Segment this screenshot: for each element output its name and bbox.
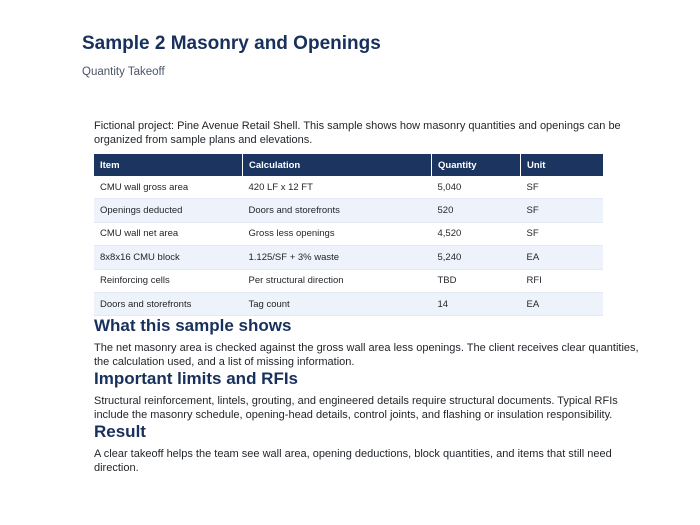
cell-unit: SF [521,176,604,199]
cell-unit: RFI [521,269,604,292]
section-body-what-this-sample-shows: The net masonry area is checked against the gross wall area less openings. The client receives clear quantities, the calculation used, and a list of missing information. [94,342,639,369]
section-heading-important-limits: Important limits and RFIs [94,369,299,389]
cell-calculation: Doors and storefronts [243,199,432,222]
section-body-result: A clear takeoff helps the team see wall area, opening deductions, block quantities, and items that still need direction. [94,448,612,475]
cell-quantity: 14 [432,292,521,315]
cell-item: Openings deducted [94,199,243,222]
cell-calculation: 420 LF x 12 FT [243,176,432,199]
intro-paragraph: Fictional project: Pine Avenue Retail Shell. This sample shows how masonry quantities and openings can be organized from sample plans and elevations. [94,120,621,146]
cell-calculation: 1.125/SF + 3% waste [243,246,432,269]
section-body-important-limits: Structural reinforcement, lintels, grouting, and engineered details require structural documents. Typical RFIs include the masonry schedule, opening-head details, control joints, and flashing or insulation responsibility. [94,395,618,422]
quantity-table [94,154,603,316]
cell-unit: EA [521,246,604,269]
cell-calculation: Tag count [243,292,432,315]
column-header-calculation: Calculation [243,154,432,176]
document-content [94,119,642,475]
cell-quantity: 5,240 [432,246,521,269]
table-row [94,269,603,292]
table-row [94,176,603,199]
cell-unit: SF [521,222,604,245]
cell-quantity: 520 [432,199,521,222]
cell-item: CMU wall net area [94,222,243,245]
cell-item: Doors and storefronts [94,292,243,315]
cell-item: CMU wall gross area [94,176,243,199]
table-row [94,246,603,269]
column-header-unit: Unit [521,154,604,176]
cell-item: Reinforcing cells [94,269,243,292]
table-row [94,222,603,245]
cell-quantity: TBD [432,269,521,292]
document-subtitle: Quantity Takeoff [82,66,165,78]
column-header-item: Item [94,154,243,176]
cell-quantity: 5,040 [432,176,521,199]
cell-unit: EA [521,292,604,315]
cell-unit: SF [521,199,604,222]
table-row [94,199,603,222]
document-title: Sample 2 Masonry and Openings [82,33,381,54]
table-header-row [94,154,603,176]
cell-quantity: 4,520 [432,222,521,245]
cell-calculation: Gross less openings [243,222,432,245]
table-row [94,292,603,315]
section-heading-result: Result [94,422,146,442]
cell-item: 8x8x16 CMU block [94,246,243,269]
cell-calculation: Per structural direction [243,269,432,292]
column-header-quantity: Quantity [432,154,521,176]
section-heading-what-this-sample-shows: What this sample shows [94,316,292,336]
